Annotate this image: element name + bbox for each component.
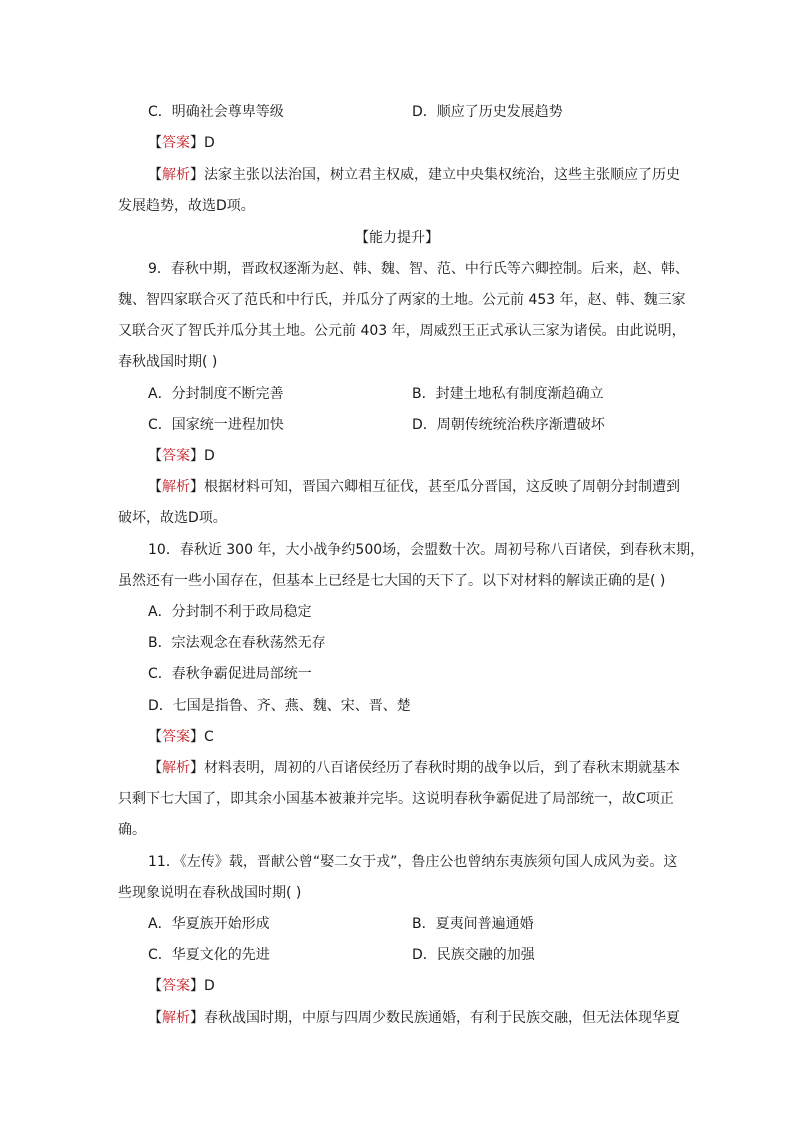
q11-option-c: C．华夏文化的先进: [148, 947, 270, 963]
answer-label: 【答案】: [148, 448, 204, 464]
q9-option-d: D．周朝传统统治秩序渐遭破坏: [412, 417, 605, 433]
q10-option-b: B．宗法观念在春秋荡然无存: [148, 635, 326, 651]
q9-stem-line-2: 魏、智四家联合灭了范氏和中行氏，并瓜分了两家的土地。公元前 453 年，赵、韩、魏三家: [118, 292, 686, 308]
q9-answer: [148, 446, 215, 466]
q10-analysis-line-3: 确。: [118, 822, 146, 838]
q10-analysis-line-1: 【解析】材料表明，周初的八百诸侯经历了春秋时期的战争以后，到了春秋末期就基本: [148, 760, 680, 776]
answer-value: D: [204, 978, 215, 994]
section-title: 【能力提升】: [355, 230, 439, 246]
answer-label: 【答案】: [148, 729, 204, 745]
q9-option-a: A．分封制度不断完善: [148, 386, 284, 402]
analysis-label: 【解析】: [148, 760, 204, 776]
q9-option-c: C．国家统一进程加快: [148, 417, 284, 433]
q9-stem-line-4: 春秋战国时期( ): [118, 354, 218, 370]
answer-label: 【答案】: [148, 978, 204, 994]
analysis-label: 【解析】: [148, 479, 204, 495]
q11-stem-line-2: 些现象说明在春秋战国时期( ): [118, 885, 302, 901]
analysis-label: 【解析】: [148, 167, 204, 183]
q10-option-c: C．春秋争霸促进局部统一: [148, 666, 312, 682]
q8-answer: [148, 133, 215, 153]
q8-option-c: C．明确社会尊卑等级: [148, 104, 284, 120]
answer-value: C: [204, 729, 214, 745]
q11-option-a: A．华夏族开始形成: [148, 916, 270, 932]
analysis-label: 【解析】: [148, 1010, 204, 1026]
q10-stem-line-2: 虽然还有一些小国存在，但基本上已经是七大国的天下了。以下对材料的解读正确的是( ): [118, 573, 666, 589]
q10-analysis-line-2: 只剩下七大国了，即其余小国基本被兼并完毕。这说明春秋争霸促进了局部统一，故C项正: [118, 791, 674, 807]
q11-option-d: D．民族交融的加强: [412, 947, 535, 963]
q11-answer: [148, 976, 215, 996]
q11-stem-line-1: 11．《左传》载，晋献公曾“娶二女于戎”，鲁庄公也曾纳东夷族须句国人成风为妾。这: [148, 854, 678, 870]
answer-value: D: [204, 448, 215, 464]
q10-option-a: A．分封制不利于政局稳定: [148, 604, 312, 620]
q9-stem-line-1: 9．春秋中期，晋政权逐渐为赵、韩、魏、智、范、中行氏等六卿控制。后来，赵、韩、: [148, 261, 689, 277]
q8-analysis-line-1: 【解析】法家主张以法治国，树立君主权威，建立中央集权统治，这些主张顺应了历史: [148, 167, 680, 183]
q11-option-b: B．夏夷间普遍通婚: [412, 916, 534, 932]
q8-analysis-line-2: 发展趋势，故选D项。: [118, 198, 255, 214]
q11-analysis-line-1: 【解析】春秋战国时期，中原与四周少数民族通婚，有利于民族交融，但无法体现华夏: [148, 1010, 680, 1026]
q9-analysis-line-1: 【解析】根据材料可知，晋国六卿相互征伐，甚至瓜分晋国，这反映了周朝分封制遭到: [148, 479, 680, 495]
answer-label: 【答案】: [148, 135, 204, 151]
answer-value: D: [204, 135, 215, 151]
q10-answer: [148, 727, 214, 747]
q10-option-d: D．七国是指鲁、齐、燕、魏、宋、晋、楚: [148, 698, 411, 714]
q9-stem-line-3: 又联合灭了智氏并瓜分其土地。公元前 403 年，周威烈王正式承认三家为诸侯。由此说明，: [118, 323, 686, 339]
q9-analysis-line-2: 破坏，故选D项。: [118, 510, 227, 526]
q9-option-b: B．封建土地私有制度渐趋确立: [412, 386, 604, 402]
q10-stem-line-1: 10．春秋近 300 年，大小战争约500场，会盟数十次。周初号称八百诸侯，到春秋末期，: [148, 542, 705, 558]
q8-option-d: D．顺应了历史发展趋势: [412, 104, 563, 120]
